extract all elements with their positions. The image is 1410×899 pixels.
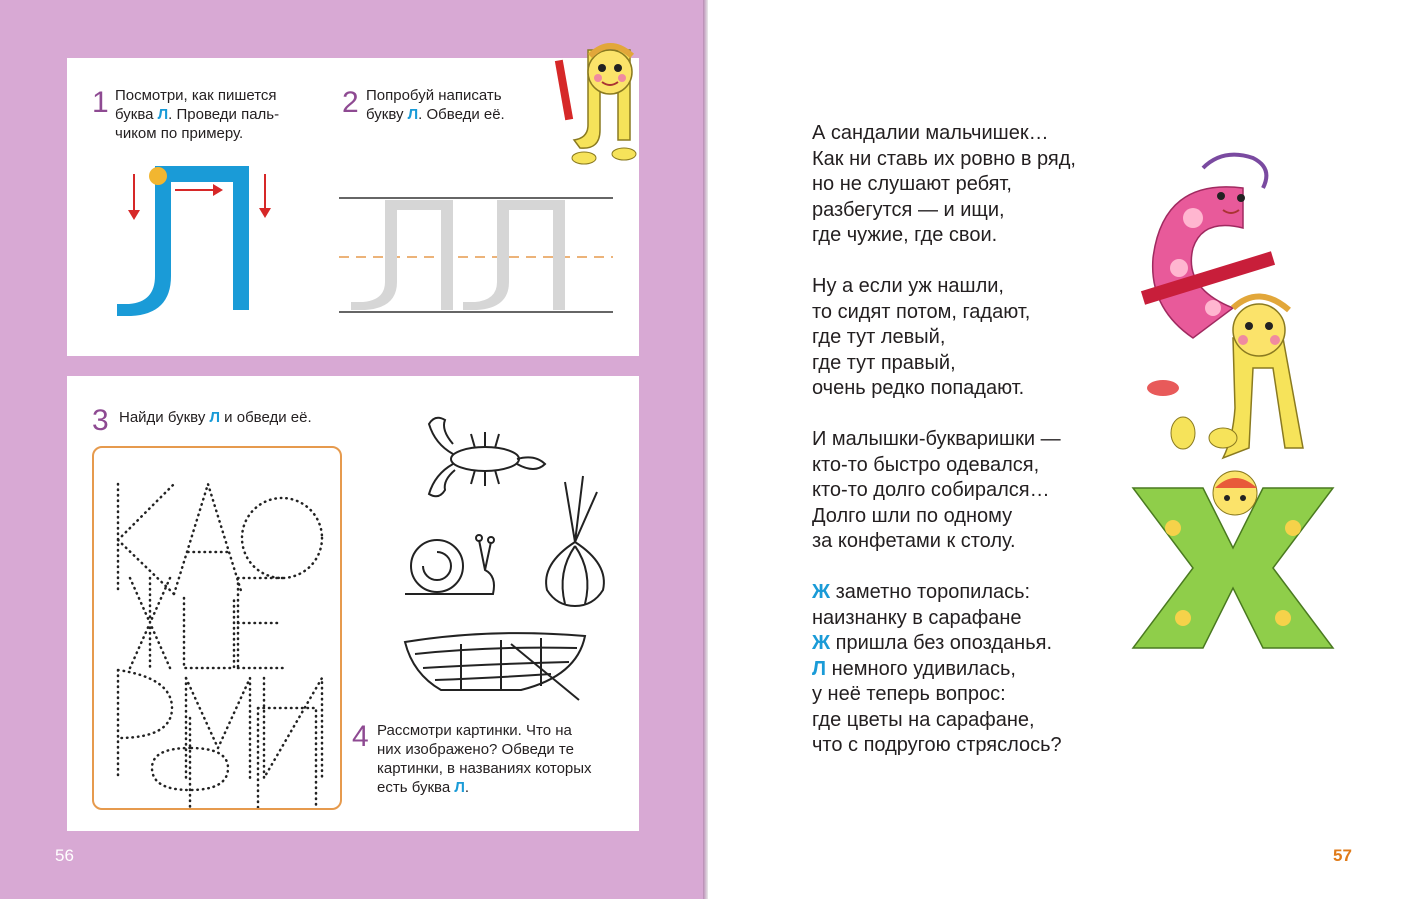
poem-stanza [812,274,1076,402]
right-page [708,0,1410,899]
poem-line: где тут правый, [812,351,956,374]
highlight-letter: Ж [812,632,831,654]
task1-text [115,86,279,143]
task2-text [366,86,505,124]
highlight-letter: Л [407,106,419,123]
highlight-letter: Ж [812,581,831,603]
letter-l-example [107,158,277,318]
text-line: Рассмотри картинки. Что на [377,722,572,739]
text-line: них изображено? Обведи те [377,741,574,758]
poem-line: за конфетами к столу. [812,530,1016,552]
poem-line: наизнанку в сарафане [812,606,1022,629]
poem-line: Ж заметно торопилась: [812,581,1031,603]
task2-number: 2 [342,86,359,119]
onion-icon [535,472,615,612]
poem [812,121,1076,784]
poem-stanza [812,121,1076,249]
poem-line: А сандалии мальчишек… [812,122,1049,144]
text-line: Посмотри, как пишется [115,87,277,104]
letters-characters-icon [1123,148,1363,668]
tracing-lines [337,186,617,316]
letter-puzzle [92,446,342,810]
poem-line: очень редко попадают. [812,377,1025,399]
boat-icon [401,624,591,704]
poem-line: где цветы на сарафане, [812,708,1035,731]
highlight-letter: Л [454,779,465,796]
poem-line: Долго шли по одному [812,504,1013,527]
poem-line: разбегутся — и ищи, [812,198,1005,221]
poem-line: кто-то быстро одевался, [812,453,1040,476]
task1-number: 1 [92,86,109,119]
poem-line: где чужие, где свои. [812,224,998,246]
text-line: букву Л. Обведи её. [366,106,505,123]
poem-line: но не слушают ребят, [812,173,1012,195]
highlight-letter: Л [812,657,827,680]
snail-icon [401,526,501,606]
poem-line: Л немного удивилась, [812,657,1016,680]
poem-line: то сидят потом, гадают, [812,300,1031,323]
poem-line: Как ни ставь их ровно в ряд, [812,147,1076,170]
task3-text: Найди букву Л и обведи её. [119,409,312,426]
page-number-left: 56 [55,846,74,865]
poem-line: что с подругою стряслось? [812,734,1062,756]
left-page [0,0,703,899]
poem-line: у неё теперь вопрос: [812,683,1006,705]
highlight-letter: Л [157,106,169,123]
text-line: картинки, в названиях которых [377,760,592,777]
poem-line: Ну а если уж нашли, [812,275,1004,297]
poem-stanza [812,580,1076,759]
task3-number: 3 [92,404,109,437]
poem-line: кто-то долго собирался… [812,479,1050,501]
poem-line: где тут левый, [812,326,946,348]
letter-l-character-icon [550,30,660,170]
poem-line: Ж пришла без опозданья. [812,632,1053,654]
text-line: есть буква Л. [377,779,470,796]
task4-number: 4 [352,720,369,753]
text-line: буква Л. Проведи паль- [115,106,280,123]
poem-line: И малышки-букваришки — [812,428,1061,450]
crayfish-icon [405,404,555,504]
task4-text [377,721,592,797]
poem-stanza [812,427,1076,555]
page-number-right: 57 [1333,846,1352,865]
text-line: Попробуй написать [366,87,502,104]
text-line: чиком по примеру. [115,125,244,142]
